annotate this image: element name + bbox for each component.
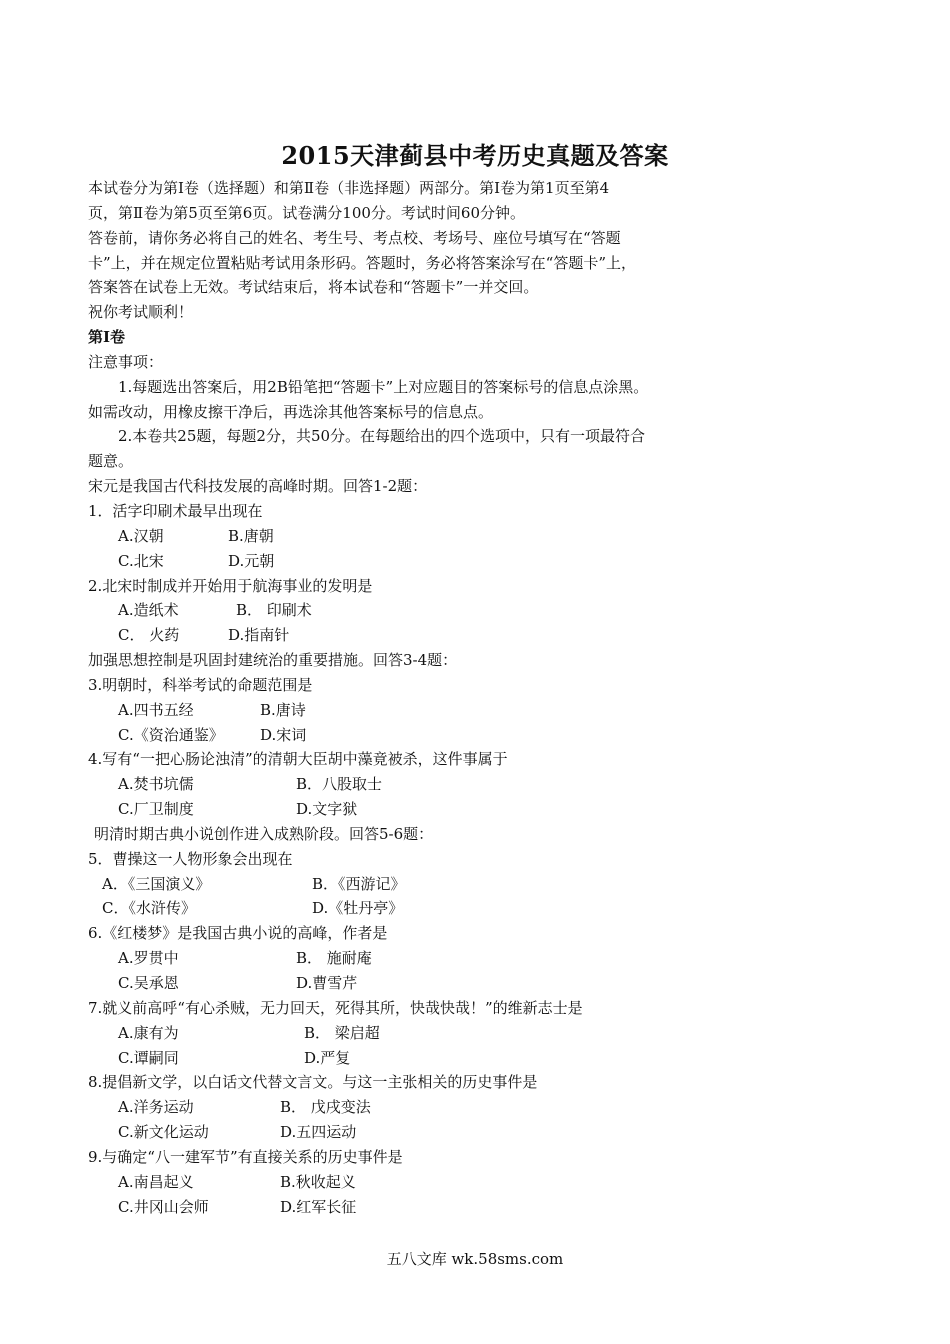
option-d: D.红军长征 <box>280 1197 357 1216</box>
options-row <box>88 723 728 748</box>
option-a: A.康有为 <box>118 1023 179 1042</box>
section-title: 第Ⅰ卷 <box>88 328 126 347</box>
options-row <box>88 1170 728 1195</box>
option-d: D.宋词 <box>260 725 307 744</box>
intro-line: 卡”上，并在规定位置粘贴考试用条形码。答题时，务必将答案涂写在“答题卡”上， <box>88 253 637 272</box>
option-c: C.井冈山会师 <box>118 1197 209 1216</box>
options-row <box>88 1095 728 1120</box>
option-a: A.罗贯中 <box>118 949 179 968</box>
options-row <box>88 896 728 921</box>
option-a: A．《三国演义》 <box>102 874 211 893</box>
options-row <box>88 598 728 623</box>
question-stem: 6.《红楼梦》是我国古典小说的高峰，作者是 <box>88 924 388 943</box>
option-b: B． 施耐庵 <box>296 949 372 968</box>
option-b: B.唐诗 <box>260 700 306 719</box>
question-stem: 4.写有“一把心肠论浊清”的清朝大臣胡中藻竟被杀，这件事属于 <box>88 750 508 769</box>
options-row <box>88 772 728 797</box>
option-d: D.五四运动 <box>280 1123 357 1142</box>
question-stem: 3.明朝时，科举考试的命题范围是 <box>88 675 313 694</box>
note-line: 如需改动，用橡皮擦干净后，再选涂其他答案标号的信息点。 <box>88 402 494 421</box>
option-d: D.文字狱 <box>296 800 358 819</box>
options-row <box>88 946 728 971</box>
group-intro: 宋元是我国古代科技发展的高峰时期。回答1-2题： <box>88 477 428 496</box>
option-c: C.新文化运动 <box>118 1123 209 1142</box>
exam-content <box>88 176 728 1219</box>
question-stem: 5．曹操这一人物形象会出现在 <box>88 849 293 868</box>
option-d: D.《牡丹亭》 <box>312 899 404 918</box>
note-line: 题意。 <box>88 452 134 471</box>
option-d: D.严复 <box>304 1048 351 1067</box>
option-c: C.吴承恩 <box>118 974 179 992</box>
option-b: B．《西游记》 <box>312 874 406 893</box>
options-row <box>88 1021 728 1046</box>
options-row <box>88 524 728 549</box>
question-stem: 2.北宋时制成并开始用于航海事业的发明是 <box>88 576 373 595</box>
option-c: C.北宋 <box>118 551 164 570</box>
page-title: 2015天津蓟县中考历史真题及答案 <box>281 141 669 170</box>
option-c: C． 火药 <box>118 626 180 645</box>
options-row <box>88 698 728 723</box>
option-a: A.汉朝 <box>118 526 164 545</box>
option-b: B.秋收起义 <box>280 1172 356 1191</box>
option-d: D.元朝 <box>228 551 275 570</box>
option-a: A.造纸术 <box>118 601 179 620</box>
notes-title: 注意事项： <box>88 352 164 371</box>
option-d: D.曹雪芹 <box>296 974 358 992</box>
option-a: A.南昌起义 <box>118 1172 194 1191</box>
question-stem: 1．活字印刷术最早出现在 <box>88 501 263 520</box>
question-stem: 8.提倡新文学，以白话文代替文言文。与这一主张相关的历史事件是 <box>88 1073 538 1092</box>
option-c: C.《资治通鉴》 <box>118 725 224 744</box>
intro-line: 答卷前，请你务必将自己的姓名、考生号、考点校、考场号、座位号填写在“答题 <box>88 228 621 247</box>
options-row <box>88 1046 728 1071</box>
group-intro: 加强思想控制是巩固封建统治的重要措施。回答3-4题： <box>88 651 458 670</box>
intro-line: 本试卷分为第Ⅰ卷（选择题）和第Ⅱ卷（非选择题）两部分。第Ⅰ卷为第1页至第4 <box>88 179 610 197</box>
option-b: B． 梁启超 <box>304 1023 380 1042</box>
group-intro: 明清时期古典小说创作进入成熟阶段。回答5-6题： <box>94 824 434 843</box>
option-b: B．八股取士 <box>296 775 383 794</box>
option-c: C.谭嗣同 <box>118 1048 179 1067</box>
option-b: B.唐朝 <box>228 526 274 545</box>
option-d: D.指南针 <box>228 626 290 645</box>
options-row <box>88 971 728 996</box>
options-row <box>88 872 728 897</box>
footer-watermark: 五八文库 wk.58sms.com <box>386 1250 564 1268</box>
option-b: B． 戊戌变法 <box>280 1098 371 1117</box>
options-row <box>88 797 728 822</box>
option-a: A.洋务运动 <box>118 1098 194 1117</box>
question-stem: 7.就义前高呼“有心杀贼，无力回天，死得其所，快哉快哉！”的维新志士是 <box>88 998 583 1017</box>
option-b: B． 印刷术 <box>236 601 312 620</box>
question-stem: 9.与确定“八一建军节”有直接关系的历史事件是 <box>88 1147 403 1166</box>
options-row <box>88 1120 728 1145</box>
options-row <box>88 623 728 648</box>
note-line: 1.每题选出答案后，用2B铅笔把“答题卡”上对应题目的答案标号的信息点涂黑。 <box>118 377 649 396</box>
options-row <box>88 549 728 574</box>
intro-line: 答案答在试卷上无效。考试结束后，将本试卷和“答题卡”一并交回。 <box>88 278 539 297</box>
note-line: 2.本卷共25题，每题2分，共50分。在每题给出的四个选项中，只有一项最符合 <box>118 427 646 446</box>
option-c: C．《水浒传》 <box>102 899 196 918</box>
option-c: C.厂卫制度 <box>118 800 194 819</box>
option-a: A.焚书坑儒 <box>118 775 194 794</box>
intro-line: 祝你考试顺利！ <box>88 303 194 322</box>
options-row <box>88 1195 728 1220</box>
intro-line: 页，第Ⅱ卷为第5页至第6页。试卷满分100分。考试时间60分钟。 <box>88 203 526 222</box>
option-a: A.四书五经 <box>118 700 194 719</box>
